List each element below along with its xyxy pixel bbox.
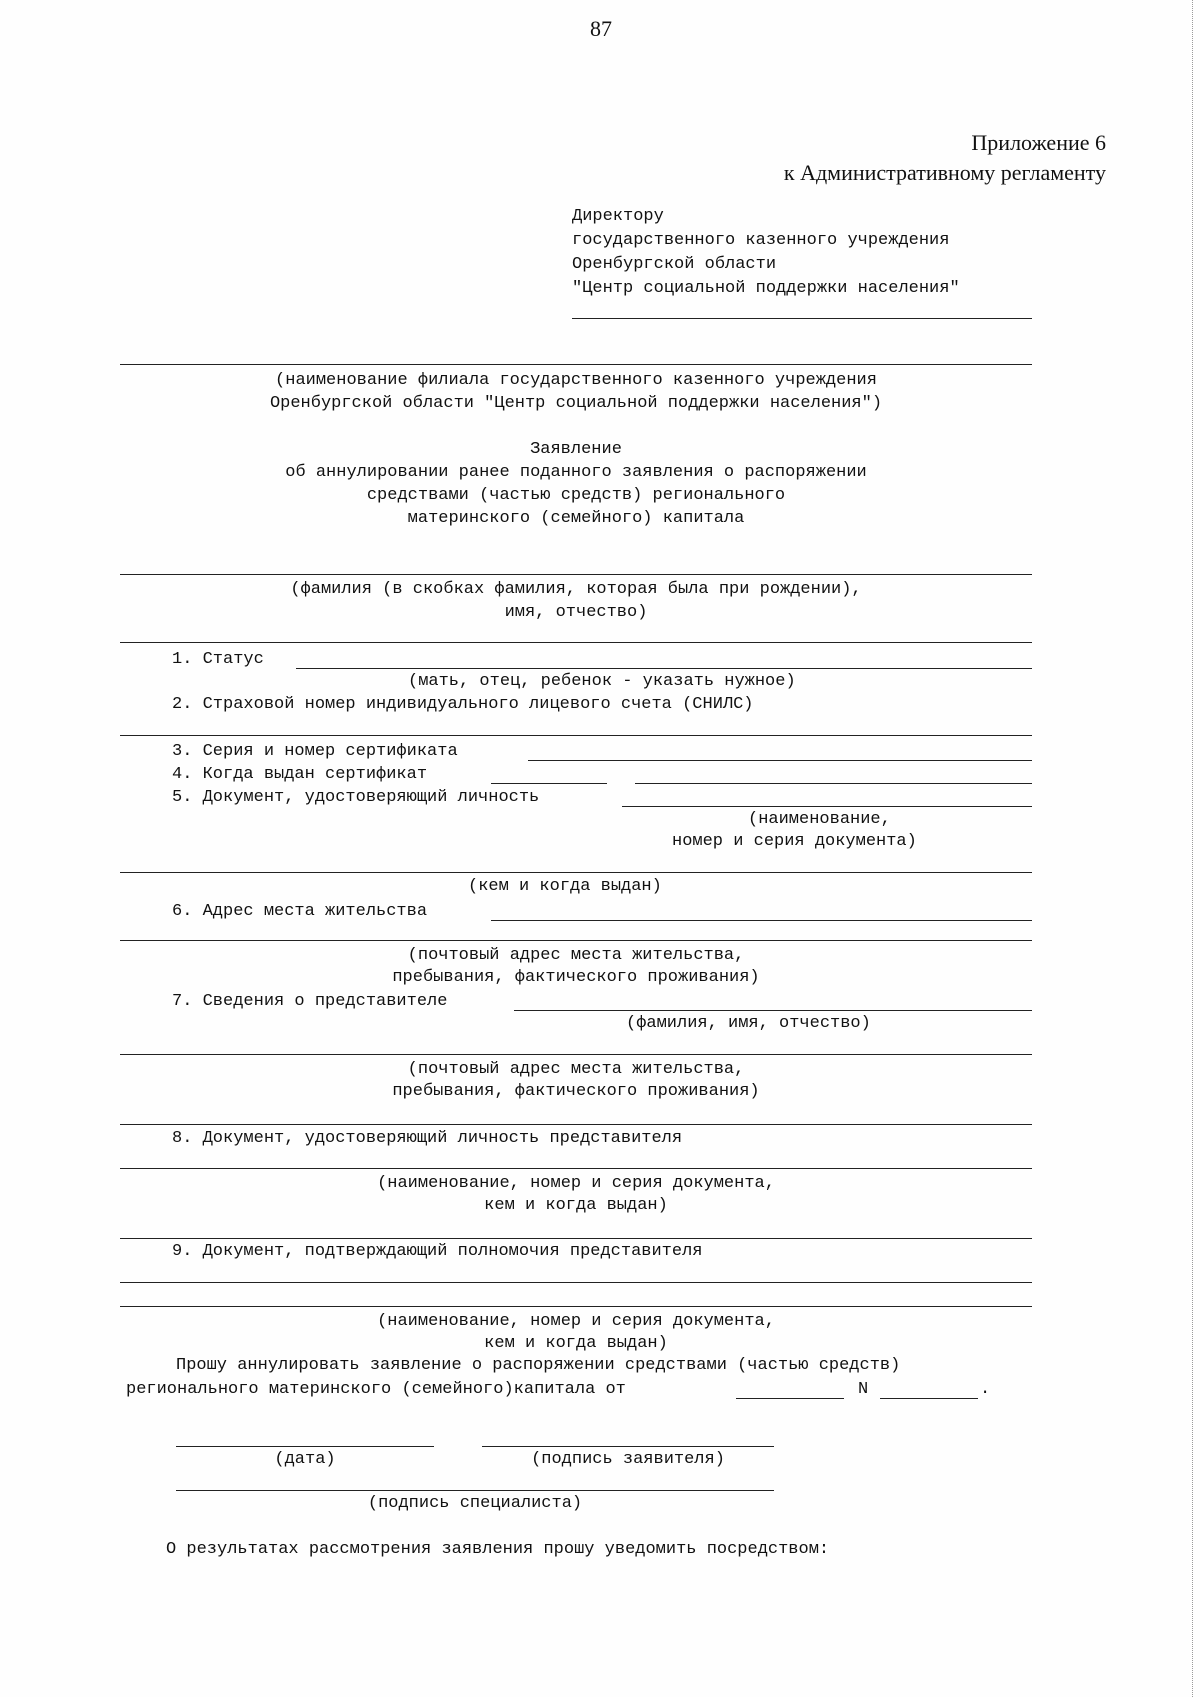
field-1-label: 1. Статус [172, 650, 264, 669]
field-3-input-line[interactable] [528, 760, 1032, 761]
addressee-line-2: государственного казенного учреждения [572, 231, 950, 250]
field-4-label: 4. Когда выдан сертификат [172, 765, 428, 784]
date-caption: (дата) [274, 1450, 336, 1469]
field-2-input-line[interactable] [120, 735, 1032, 736]
field-7-hint-0: (фамилия, имя, отчество) [626, 1014, 871, 1033]
appendix-line-1: Приложение 6 [971, 130, 1106, 155]
title-line-3: средствами (частью средств) регионального [366, 486, 786, 505]
specialist-signature-caption: (подпись специалиста) [367, 1494, 583, 1513]
notification-text: О результатах рассмотрения заявления прошу уведомить посредством: [166, 1540, 830, 1559]
title-line-2: об аннулировании ранее поданного заявления о распоряжении [285, 463, 867, 482]
field-6-hint-1: (почтовый адрес места жительства, [407, 946, 745, 965]
field-8-hint-2: кем и когда выдан) [484, 1196, 668, 1215]
request-number-line[interactable] [880, 1398, 978, 1399]
field-4-input-line-b[interactable] [635, 783, 1032, 784]
field-7-hint-2: пребывания, фактического проживания) [392, 1082, 760, 1101]
name-caption-1: (фамилия (в скобках фамилия, которая была при рождении), [290, 580, 862, 599]
field-6-label: 6. Адрес места жительства [172, 902, 428, 921]
field-5-hint-1: (наименование, [748, 810, 891, 829]
field-1-hint: (мать, отец, ребенок - указать нужное) [408, 672, 796, 691]
request-number-sign: N [858, 1380, 869, 1399]
field-3-label: 3. Серия и номер сертификата [172, 742, 458, 761]
field-7-label: 7. Сведения о представителе [172, 992, 448, 1011]
applicant-name-line [120, 574, 1032, 575]
branch-name-line [120, 364, 1032, 365]
title-line-4: материнского (семейного) капитала [407, 509, 745, 528]
field-4-input-line-a[interactable] [491, 783, 607, 784]
applicant-signature-caption: (подпись заявителя) [531, 1450, 725, 1469]
field-9-label: 9. Документ, подтверждающий полномочия представителя [172, 1242, 703, 1261]
field-9-hint-2: кем и когда выдан) [484, 1334, 668, 1353]
addressee-line-3: Оренбургской области [572, 255, 777, 274]
field-7-input-line[interactable] [514, 1010, 1032, 1011]
date-line[interactable] [176, 1446, 434, 1447]
name-caption-2: имя, отчество) [504, 603, 648, 622]
addressee-line-4: "Центр социальной поддержки населения" [572, 279, 960, 298]
field-5-hint-3: (кем и когда выдан) [468, 877, 662, 896]
applicant-name-line-2 [120, 642, 1032, 643]
field-8-label: 8. Документ, удостоверяющий личность представителя [172, 1129, 683, 1148]
field-6-input-line[interactable] [491, 920, 1032, 921]
branch-caption-2: Оренбургской области "Центр социальной поддержки населения") [269, 394, 883, 413]
field-8-input-line-2[interactable] [120, 1238, 1032, 1239]
appendix-line-2: к Административному регламенту [783, 160, 1106, 185]
field-7-hint-1: (почтовый адрес места жительства, [407, 1060, 745, 1079]
title-line-1: Заявление [530, 440, 622, 459]
field-9-input-line[interactable] [120, 1282, 1032, 1283]
field-5-issued-line[interactable] [120, 872, 1032, 873]
request-date-line[interactable] [736, 1398, 844, 1399]
field-2-label: 2. Страховой номер индивидуального лицевого счета (СНИЛС) [172, 695, 754, 714]
field-6-hint-2: пребывания, фактического проживания) [392, 968, 760, 987]
field-5-label: 5. Документ, удостоверяющий личность [172, 788, 540, 807]
field-1-input-line[interactable] [296, 668, 1032, 669]
field-7-address-line[interactable] [120, 1054, 1032, 1055]
field-9-hint-1: (наименование, номер и серия документа, [377, 1312, 775, 1331]
field-5-input-line[interactable] [622, 806, 1032, 807]
field-8-input-line[interactable] [120, 1168, 1032, 1169]
request-period: . [980, 1380, 991, 1399]
field-5-hint-2: номер и серия документа) [672, 832, 917, 851]
addressee-name-line [572, 318, 1032, 319]
branch-caption-1: (наименование филиала государственного казенного учреждения [275, 371, 877, 390]
applicant-signature-line[interactable] [482, 1446, 774, 1447]
request-line-2: регионального материнского (семейного)капитала от [126, 1380, 626, 1399]
field-6-input-line-2[interactable] [120, 940, 1032, 941]
field-8-hint-1: (наименование, номер и серия документа, [377, 1174, 775, 1193]
field-9-input-line-2[interactable] [120, 1306, 1032, 1307]
specialist-signature-line[interactable] [176, 1490, 774, 1491]
request-line-1: Прошу аннулировать заявление о распоряжении средствами (частью средств) [176, 1356, 901, 1375]
page-number: 87 [590, 16, 612, 41]
page-edge-dots [1192, 0, 1193, 1697]
field-7-address-line-2[interactable] [120, 1124, 1032, 1125]
addressee-line-1: Директору [572, 207, 664, 226]
